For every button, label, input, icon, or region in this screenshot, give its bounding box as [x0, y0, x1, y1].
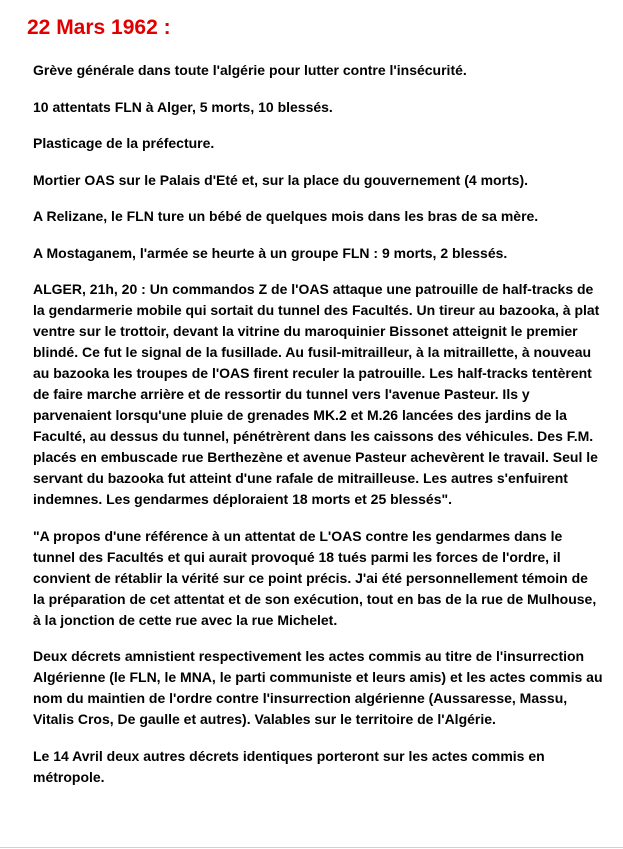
- paragraph-amnesty-decrees: Deux décrets amnistient respectivement les actes commis au titre de l'insurrection Algérienne (le FLN, le MNA, le parti communiste et leurs amis) et les actes commis au nom du maintien de l'ordre contre l'insurrection algérienne (Aussaresse, Massu, Vitalis Cros, De gaulle et autres). Valables sur le territoire de l'Algérie.: [33, 648, 603, 727]
- paragraph-general-strike: Grève générale dans toute l'algérie pour lutter contre l'insécurité.: [33, 62, 467, 78]
- paragraph-fln-attacks: 10 attentats FLN à Alger, 5 morts, 10 blessés.: [33, 98, 333, 115]
- bottom-divider: [0, 847, 623, 848]
- paragraph-testimony-quote: "A propos d'une référence à un attentat de L'OAS contre les gendarmes dans le tunnel des Facultés et qui aurait provoqué 18 tués parmi les forces de l'ordre, il convient de rétablir la vérité sur ce point précis. J'ai été personnellement témoin de la préparation de cet attentat et de son exécution, tout en bas de la rue de Mulhouse, à la jonction de cette rue avec la rue Michelet.: [33, 527, 597, 628]
- page-title: 22 Mars 1962 :: [27, 16, 171, 39]
- paragraph-prefecture-bombing: Plasticage de la préfecture.: [33, 135, 215, 151]
- paragraph-mostaganem: A Mostaganem, l'armée se heurte à un groupe FLN : 9 morts, 2 blessés.: [33, 244, 508, 261]
- paragraph-oas-mortar: Mortier OAS sur le Palais d'Eté et, sur la place du gouvernement (4 morts).: [33, 171, 529, 188]
- paragraph-relizane: A Relizane, le FLN ture un bébé de quelques mois dans les bras de sa mère.: [33, 208, 539, 224]
- paragraph-april-decrees: Le 14 Avril deux autres décrets identiques porteront sur les actes commis en métropole.: [33, 747, 545, 785]
- paragraph-alger-attack: ALGER, 21h, 20 : Un commandos Z de l'OAS attaque une patrouille de half-tracks de la gendarmerie mobile qui sortait du tunnel des Facultés. Un tireur au bazooka, à plat ventre sur le trottoir, devant la vitrine du maroquinier Bissonet atteignit le premier blindé. Ce fut le signal de la fusillade. Au fusil-mitrailleur, à la mitraillette, à nouveau au bazooka les troupes de l'OAS firent reculer la patrouille. Les half-tracks tentèrent de faire marche arrière et de ressortir du tunnel vers l'avenue Pasteur. Ils y parvenaient lorsqu'une pluie de grenades MK.2 et M.26 lancées des jardins de la Faculté, au dessus du tunnel, pénétrèrent dans les caissons des véhicules. Des F.M. placés en embuscade rue Berthezène et avenue Pasteur achevèrent le travail. Seul le servant du bazooka fut atteint d'une rafale de mitrailleuse. Les autres s'enfuirent indemnes. Les gendarmes déploraient 18 morts et 25 blessés".: [33, 281, 600, 507]
